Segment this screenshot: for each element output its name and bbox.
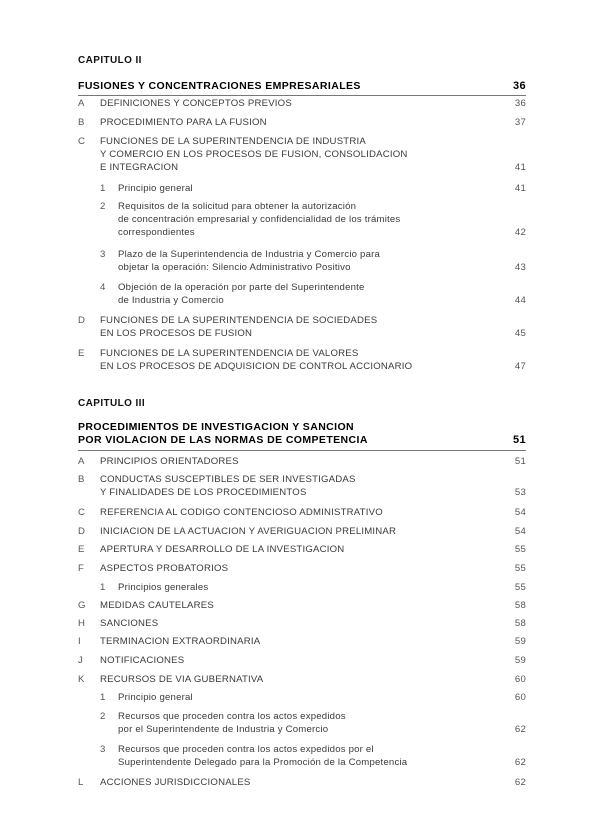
entry-marker: 4	[100, 282, 106, 293]
toc-subentry[interactable]	[78, 200, 526, 239]
toc-subentry[interactable]	[78, 182, 526, 195]
toc-entry[interactable]	[78, 673, 526, 686]
toc-entry[interactable]	[78, 617, 526, 630]
toc-entry[interactable]	[78, 506, 526, 519]
toc-subentry[interactable]	[78, 248, 526, 274]
entry-page-number: 58	[514, 618, 526, 629]
entry-marker: 1	[100, 582, 106, 593]
entry-title-line: correspondientes	[118, 227, 195, 238]
toc-entry[interactable]	[78, 314, 526, 340]
entry-title-line: DEFINICIONES Y CONCEPTOS PREVIOS	[100, 98, 292, 109]
entry-title	[118, 248, 486, 274]
chapter-title-line: POR VIOLACION DE LAS NORMAS DE COMPETENCIA	[78, 434, 368, 446]
entry-page-number: 41	[514, 162, 526, 173]
entry-title-line: Y FINALIDADES DE LOS PROCEDIMIENTOS	[100, 487, 307, 498]
entry-page-number: 62	[514, 757, 526, 768]
entry-title-line: Recursos que proceden contra los actos expedidos	[118, 711, 346, 722]
entry-title-line: Objeción de la operación por parte del Superintendente	[118, 282, 365, 293]
entry-title-line: de concentración empresarial y confidencialidad de los trámites	[118, 214, 401, 225]
entry-page-number: 54	[514, 526, 526, 537]
chapter-title	[78, 421, 526, 447]
entry-title	[100, 347, 486, 373]
entry-page-number: 36	[514, 98, 526, 109]
entry-title	[100, 314, 486, 340]
entry-title-line: Requisitos de la solicitud para obtener la autorización	[118, 201, 357, 212]
chapter-label: CAPITULO III	[78, 398, 146, 409]
entry-title-line: EN LOS PROCESOS DE ADQUISICION DE CONTROL ACCIONARIO	[100, 361, 413, 372]
toc-subentry[interactable]	[78, 710, 526, 736]
entry-title-line: PRINCIPIOS ORIENTADORES	[100, 456, 239, 467]
entry-page-number: 60	[514, 692, 526, 703]
entry-page-number: 55	[514, 544, 526, 555]
entry-marker: 1	[100, 183, 106, 194]
entry-marker: E	[78, 544, 85, 555]
entry-title	[100, 776, 486, 789]
entry-page-number: 55	[514, 563, 526, 574]
chapter-divider	[78, 450, 526, 451]
toc-entry[interactable]	[78, 543, 526, 556]
entry-marker: 2	[100, 201, 106, 212]
toc-entry[interactable]	[78, 525, 526, 538]
toc-entry[interactable]	[78, 135, 526, 174]
chapter-title-line: FUSIONES Y CONCENTRACIONES EMPRESARIALES	[78, 80, 361, 92]
entry-title	[118, 200, 486, 239]
toc-subentry[interactable]	[78, 281, 526, 307]
entry-title-line: NOTIFICACIONES	[100, 655, 185, 666]
toc-subentry[interactable]	[78, 581, 526, 594]
entry-title-line: Y COMERCIO EN LOS PROCESOS DE FUSION, CONSOLIDACION	[100, 149, 408, 160]
entry-page-number: 42	[514, 227, 526, 238]
entry-marker: C	[78, 507, 86, 518]
entry-title-line: FUNCIONES DE LA SUPERINTENDENCIA DE INDUSTRIA	[100, 136, 366, 147]
toc-entry[interactable]	[78, 776, 526, 789]
toc-entry[interactable]	[78, 347, 526, 373]
entry-title-line: E INTEGRACION	[100, 162, 179, 173]
entry-title	[118, 182, 486, 195]
entry-title-line: INICIACION DE LA ACTUACION Y AVERIGUACION PRELIMINAR	[100, 526, 397, 537]
chapter-page-number: 36	[512, 80, 526, 92]
entry-marker: C	[78, 136, 86, 147]
entry-title-line: de Industria y Comercio	[118, 295, 224, 306]
chapter-label: CAPITULO II	[78, 55, 142, 66]
toc-subentry[interactable]	[78, 743, 526, 769]
entry-page-number: 54	[514, 507, 526, 518]
entry-title	[100, 525, 486, 538]
entry-title-line: Plazo de la Superintendencia de Industria y Comercio para	[118, 249, 381, 260]
entry-title-line: por el Superintendente de Industria y Comercio	[118, 724, 329, 735]
entry-marker: J	[78, 655, 83, 666]
toc-entry[interactable]	[78, 116, 526, 129]
entry-title-line: MEDIDAS CAUTELARES	[100, 600, 214, 611]
entry-page-number: 47	[514, 361, 526, 372]
toc-entry[interactable]	[78, 635, 526, 648]
entry-marker: B	[78, 117, 85, 128]
toc-subentry[interactable]	[78, 691, 526, 704]
entry-title-line: Recursos que proceden contra los actos expedidos por el	[118, 744, 374, 755]
toc-entry[interactable]	[78, 599, 526, 612]
entry-marker: K	[78, 674, 85, 685]
chapter-title-line: PROCEDIMIENTOS DE INVESTIGACION Y SANCION	[78, 421, 355, 433]
entry-marker: L	[78, 777, 84, 788]
entry-page-number: 58	[514, 600, 526, 611]
chapter-title	[78, 80, 526, 93]
entry-page-number: 55	[514, 582, 526, 593]
entry-page-number: 59	[514, 636, 526, 647]
entry-marker: E	[78, 348, 85, 359]
toc-entry[interactable]	[78, 562, 526, 575]
entry-marker: A	[78, 98, 85, 109]
entry-title	[100, 654, 486, 667]
entry-title	[118, 710, 486, 736]
entry-marker: 3	[100, 249, 106, 260]
entry-title	[100, 116, 486, 129]
entry-marker: D	[78, 315, 86, 326]
toc-entry[interactable]	[78, 455, 526, 468]
entry-page-number: 51	[514, 456, 526, 467]
entry-marker: F	[78, 563, 85, 574]
entry-title-line: ACCIONES JURISDICCIONALES	[100, 777, 251, 788]
entry-title	[118, 691, 486, 704]
entry-title	[100, 599, 486, 612]
entry-title	[100, 473, 486, 499]
entry-marker: H	[78, 618, 86, 629]
entry-title	[118, 281, 486, 307]
entry-title-line: FUNCIONES DE LA SUPERINTENDENCIA DE SOCIEDADES	[100, 315, 378, 326]
entry-title-line: RECURSOS DE VIA GUBERNATIVA	[100, 674, 264, 685]
entry-title	[100, 135, 486, 174]
entry-page-number: 41	[514, 183, 526, 194]
entry-title-line: TERMINACION EXTRAORDINARIA	[100, 636, 261, 647]
entry-marker: A	[78, 456, 85, 467]
entry-page-number: 59	[514, 655, 526, 666]
entry-marker: 3	[100, 744, 106, 755]
entry-title	[100, 635, 486, 648]
toc-entry[interactable]	[78, 473, 526, 499]
entry-title-line: PROCEDIMIENTO PARA LA FUSION	[100, 117, 267, 128]
entry-page-number: 43	[514, 262, 526, 273]
entry-title-line: FUNCIONES DE LA SUPERINTENDENCIA DE VALORES	[100, 348, 359, 359]
entry-title	[100, 455, 486, 468]
entry-title-line: Principio general	[118, 692, 193, 703]
entry-marker: 2	[100, 711, 106, 722]
entry-title	[100, 562, 486, 575]
entry-marker: B	[78, 474, 85, 485]
entry-title-line: objetar la operación: Silencio Administrativo Positivo	[118, 262, 351, 273]
entry-title-line: SANCIONES	[100, 618, 159, 629]
entry-marker: D	[78, 526, 86, 537]
entry-title	[100, 543, 486, 556]
entry-title	[118, 743, 486, 769]
entry-page-number: 45	[514, 328, 526, 339]
entry-page-number: 62	[514, 724, 526, 735]
entry-title-line: Principio general	[118, 183, 193, 194]
entry-title-line: REFERENCIA AL CODIGO CONTENCIOSO ADMINISTRATIVO	[100, 507, 383, 518]
toc-entry[interactable]	[78, 97, 526, 110]
entry-title	[100, 506, 486, 519]
entry-marker: I	[78, 636, 81, 647]
entry-title-line: EN LOS PROCESOS DE FUSION	[100, 328, 253, 339]
entry-title-line: CONDUCTAS SUSCEPTIBLES DE SER INVESTIGADAS	[100, 474, 356, 485]
entry-title-line: APERTURA Y DESARROLLO DE LA INVESTIGACION	[100, 544, 345, 555]
entry-page-number: 60	[514, 674, 526, 685]
entry-title-line: ASPECTOS PROBATORIOS	[100, 563, 229, 574]
entry-page-number: 62	[514, 777, 526, 788]
entry-page-number: 53	[514, 487, 526, 498]
entry-page-number: 37	[514, 117, 526, 128]
entry-marker: 1	[100, 692, 106, 703]
entry-marker: G	[78, 600, 86, 611]
chapter-page-number: 51	[512, 434, 526, 446]
entry-title-line: Superintendente Delegado para la Promoción de la Competencia	[118, 757, 408, 768]
entry-title-line: Principios generales	[118, 582, 209, 593]
chapter-divider	[78, 95, 526, 96]
entry-title	[100, 673, 486, 686]
entry-page-number: 44	[514, 295, 526, 306]
toc-entry[interactable]	[78, 654, 526, 667]
entry-title	[100, 617, 486, 630]
entry-title	[118, 581, 486, 594]
entry-title	[100, 97, 486, 110]
